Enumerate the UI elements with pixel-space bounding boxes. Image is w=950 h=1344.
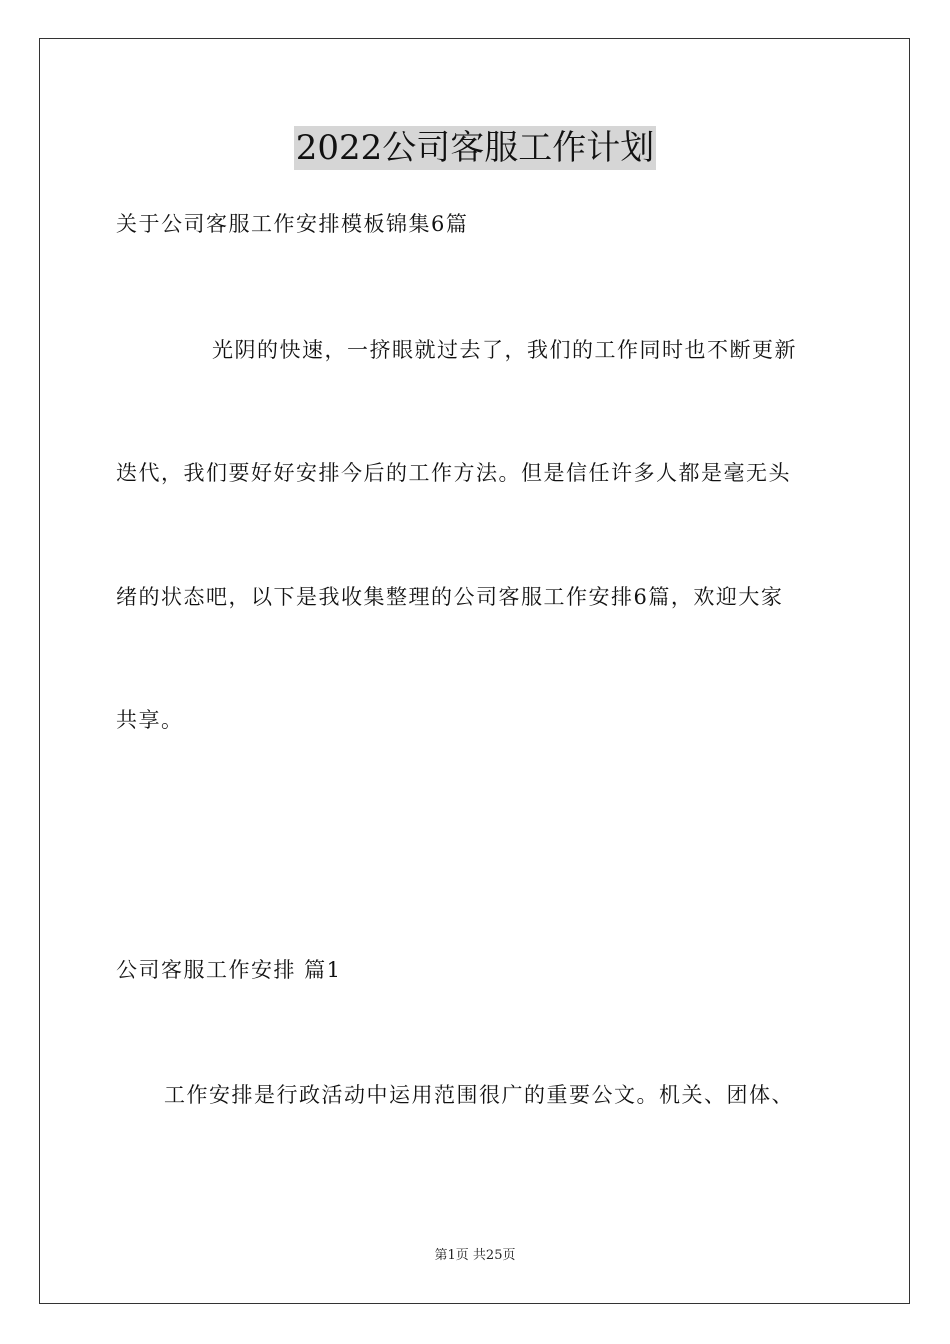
intro-line-4: 共享。	[116, 708, 184, 732]
document-title: 2022公司客服工作计划	[295, 128, 655, 168]
section-line-1: 工作安排是行政活动中运用范围很广的重要公文。机关、团体、	[164, 1083, 794, 1107]
title-container	[0, 126, 950, 170]
intro-line-3: 绪的状态吧，以下是我收集整理的公司客服工作安排6篇，欢迎大家	[116, 585, 784, 609]
page-footer: 第1页 共25页	[434, 1248, 516, 1263]
section-heading: 公司客服工作安排 篇1	[116, 958, 342, 982]
intro-line-2: 迭代，我们要好好安排今后的工作方法。但是信任许多人都是毫无头	[116, 461, 791, 485]
document-subtitle: 关于公司客服工作安排模板锦集6篇	[116, 212, 469, 236]
intro-line-1: 光阴的快速，一挤眼就过去了，我们的工作同时也不断更新	[212, 338, 797, 362]
